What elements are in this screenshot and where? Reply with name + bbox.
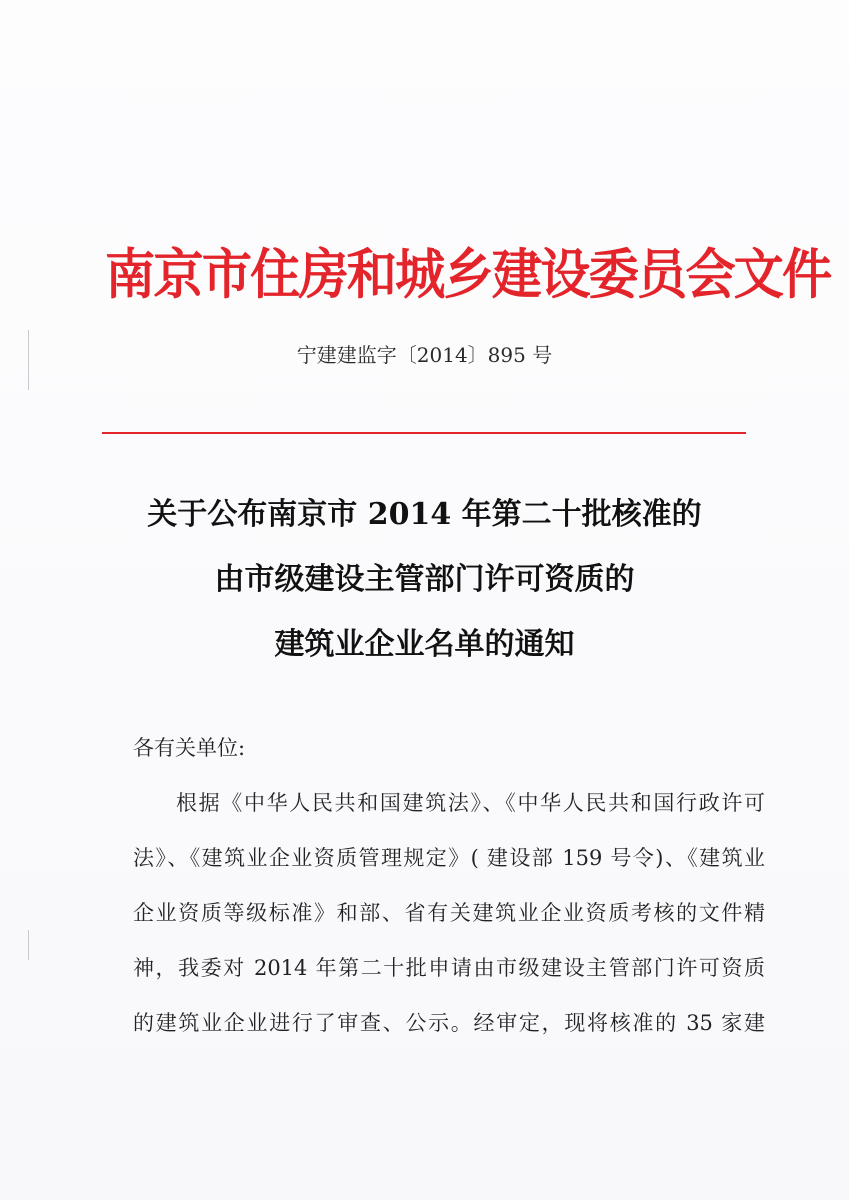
body-text-line-5: 的建筑业企业进行了审查、公示。经审定，现将核准的 35 家建 [133, 1011, 765, 1035]
body-text-line-4: 神，我委对 2014 年第二十批申请由市级建设主管部门许可资质 [133, 956, 765, 980]
document-title-line-2: 由市级建设主管部门许可资质的 [214, 562, 635, 597]
body-text-line-1: 根据《中华人民共和国建筑法》、《中华人民共和国行政许可 [176, 791, 765, 815]
document-title-line-3: 建筑业企业名单的通知 [274, 627, 575, 662]
body-text-line-2: 法》、《建筑业企业资质管理规定》( 建设部 159 号令)、《建筑业 [133, 846, 765, 870]
document-number: 宁建建监字〔2014〕895 号 [296, 343, 553, 367]
salutation: 各有关单位: [133, 736, 246, 760]
body-text-line-3: 企业资质等级标准》和部、省有关建筑业企业资质考核的文件精 [133, 901, 765, 925]
red-separator-line [102, 432, 746, 434]
issuing-organization-header: 南京市住房和城乡建设委员会文件 [105, 243, 831, 306]
binding-mark [28, 930, 35, 960]
document-title-line-1: 关于公布南京市 2014 年第二十批核准的 [147, 497, 702, 532]
